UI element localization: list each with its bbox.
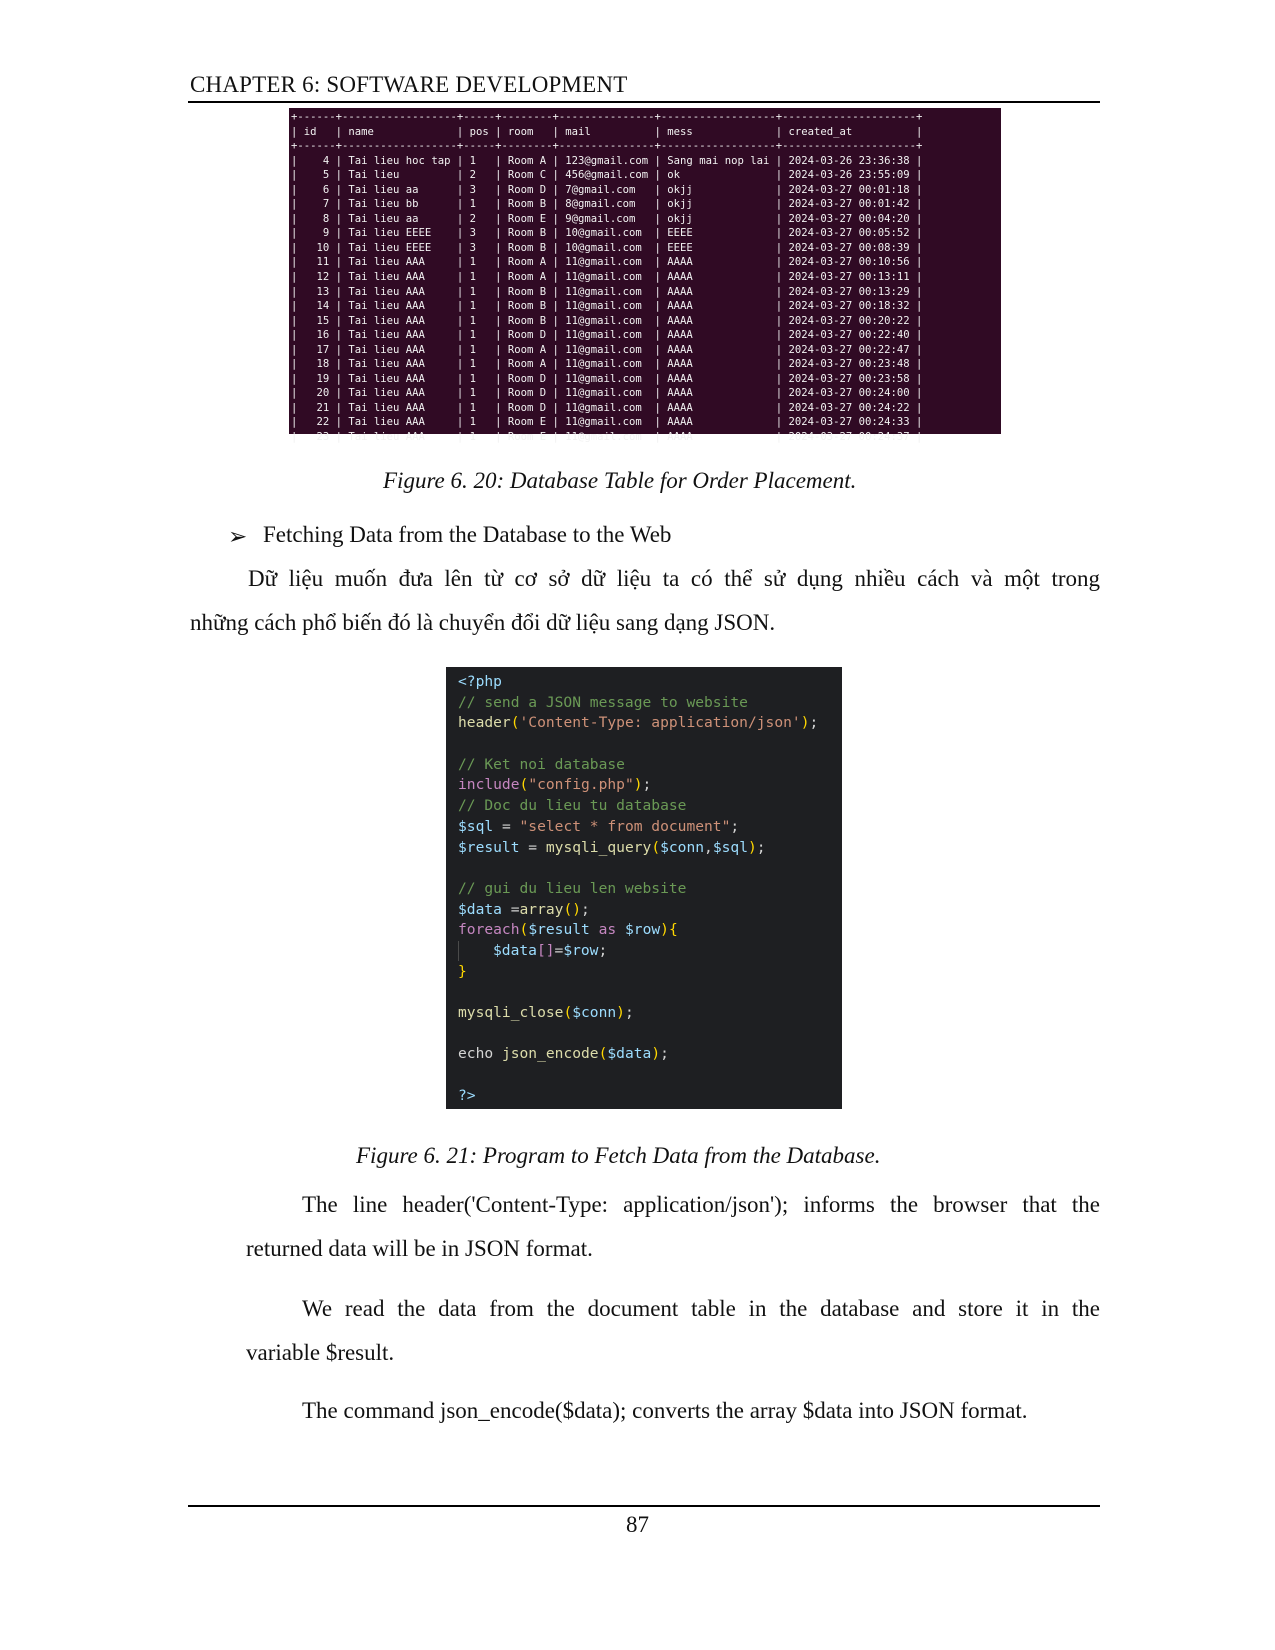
php-code-screenshot xyxy=(446,667,842,1109)
database-table-screenshot xyxy=(289,108,1001,444)
code-line xyxy=(458,982,842,1003)
code-line: $data =array(); xyxy=(458,900,590,918)
section-heading: Fetching Data from the Database to the Web xyxy=(263,522,672,547)
code-line: echo json_encode($data); xyxy=(458,1045,669,1063)
code-line xyxy=(458,1024,842,1045)
bullet-arrow-icon: ➢ xyxy=(228,524,248,549)
figure-6-21-caption: Figure 6. 21: Program to Fetch Data from the Database. xyxy=(356,1143,881,1168)
code-line: <?php xyxy=(458,673,502,690)
indent-guide xyxy=(458,941,459,961)
paragraph-2-line-1: We read the data from the document table in the database and store it in the xyxy=(302,1296,1100,1321)
paragraph-3-line-1: The command json_encode($data); converts the array $data into JSON format. xyxy=(302,1398,1028,1423)
code-line: mysqli_close($conn); xyxy=(458,1004,634,1021)
paragraph-vn-line-2: những cách phổ biến đó là chuyển đổi dữ liệu sang dạng JSON. xyxy=(190,610,776,635)
page-number: 87 xyxy=(626,1512,649,1537)
paragraph-1-line-2: returned data will be in JSON format. xyxy=(246,1236,593,1261)
code-line: $sql = "select * from document"; xyxy=(458,817,740,835)
code-line: // send a JSON message to website xyxy=(458,693,748,711)
paragraph-2-line-2: variable $result. xyxy=(246,1340,395,1365)
code-line: // Doc du lieu tu database xyxy=(458,797,687,815)
paragraph-vn-line-1: Dữ liệu muốn đưa lên từ cơ sở dữ liệu ta có thể sử dụng nhiều cách và một trong xyxy=(248,566,1100,591)
database-table-text: +------+------------------+-----+--------+---------------+------------------+---------------------+ | id | name | pos | room | mail | mess | created_at | +------+------------------+-----+--------+---------------+------------------+---------------------+ | 4 | Tai lieu hoc tap | 1 | Room A | 123@gmail.com | Sang mai nop lai | 2024-03-26 23:36:38 | | 5 | Tai lieu | 2 | Room C | 456@gmail.com | ok | 2024-03-26 23:55:09 | | 6 | Tai lieu aa | 3 | Room D | 7@gmail.com | okjj | 2024-03-27 00:01:18 | | 7 | Tai lieu bb | 1 | Room B | 8@gmail.com | okjj | 2024-03-27 00:01:42 | | 8 | Tai lieu aa | 2 | Room E | 9@gmail.com | okjj | 2024-03-27 00:04:20 | | 9 | Tai lieu EEEE | 3 | Room B | 10@gmail.com | EEEE | 2024-03-27 00:05:52 | | 10 | Tai lieu EEEE | 3 | Room B | 10@gmail.com | EEEE | 2024-03-27 00:08:39 | | 11 | Tai lieu AAA | 1 | Room A | 11@gmail.com | AAAA | 2024-03-27 00:10:56 | | 12 | Tai lieu AAA | 1 | Room A | 11@gmail.com | AAAA | 2024-03-27 00:13:11 | | 13 | Tai lieu AAA | 1 | Room B | 11@gmail.com | AAAA | 2024-03-27 00:13:29 | | 14 | Tai lieu AAA | 1 | Room B | 11@gmail.com | AAAA | 2024-03-27 00:18:32 | | 15 | Tai lieu AAA | 1 | Room B | 11@gmail.com | AAAA | 2024-03-27 00:20:22 | | 16 | Tai lieu AAA | 1 | Room D | 11@gmail.com | AAAA | 2024-03-27 00:22:40 | | 17 | Tai lieu AAA | 1 | Room A | 11@gmail.com | AAAA | 2024-03-27 00:22:47 | | 18 | Tai lieu AAA | 1 | Room A | 11@gmail.com | AAAA | 2024-03-27 00:23:48 | | 19 | Tai lieu AAA | 1 | Room D | 11@gmail.com | AAAA | 2024-03-27 00:23:58 | | 20 | Tai lieu AAA | 1 | Room D | 11@gmail.com | AAAA | 2024-03-27 00:24:00 | | 21 | Tai lieu AAA | 1 | Room D | 11@gmail.com | AAAA | 2024-03-27 00:24:22 | | 22 | Tai lieu AAA | 1 | Room E | 11@gmail.com | AAAA | 2024-03-27 00:24:33 | | 23 | Tai lieu AAA | 1 | Room E | 11@gmail.com | AAAA | 2024-03-27 00:24:37 | xyxy=(291,111,923,444)
code-line xyxy=(458,858,842,879)
figure-6-20-caption: Figure 6. 20: Database Table for Order Placement. xyxy=(383,468,857,493)
code-line: ?> xyxy=(458,1086,476,1104)
code-line: $data[]=$row; xyxy=(458,941,842,962)
code-line xyxy=(458,734,842,755)
code-line: include("config.php"); xyxy=(458,776,652,794)
footer-rule xyxy=(188,1505,1100,1507)
chapter-header: CHAPTER 6: SOFTWARE DEVELOPMENT xyxy=(190,72,628,97)
header-rule xyxy=(188,101,1100,103)
code-line: $result = mysqli_query($conn,$sql); xyxy=(458,838,766,856)
code-line: // gui du lieu len website xyxy=(458,879,687,897)
code-line xyxy=(458,1065,842,1086)
code-line: // Ket noi database xyxy=(458,755,625,773)
paragraph-1-line-1: The line header('Content-Type: application/json'); informs the browser that the xyxy=(302,1192,1100,1217)
code-line: header('Content-Type: application/json'); xyxy=(458,714,819,732)
code-line: } xyxy=(458,962,467,980)
code-line: foreach($result as $row){ xyxy=(458,921,678,939)
